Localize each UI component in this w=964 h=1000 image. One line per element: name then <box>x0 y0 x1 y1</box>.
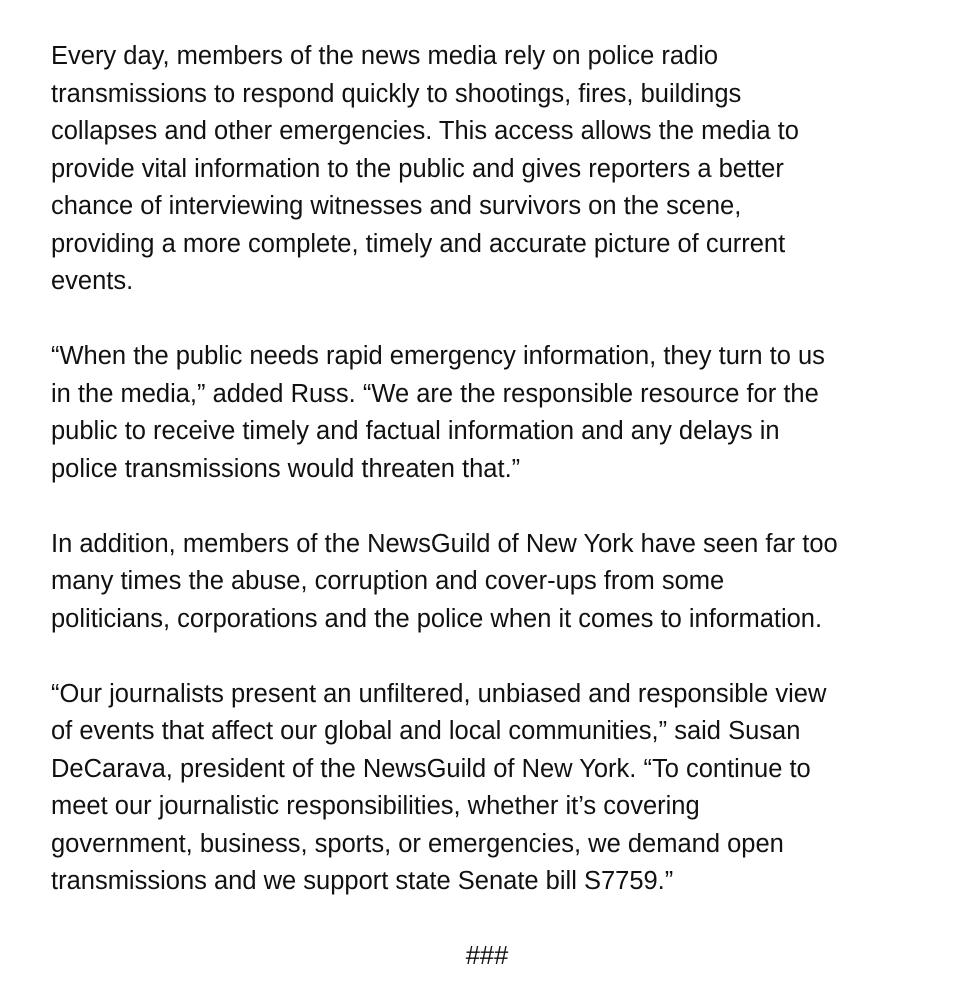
paragraph-decarava-quote <box>51 676 941 901</box>
text-line: politicians, corporations and the police when it comes to information. <box>51 604 823 633</box>
text-line: of events that affect our global and local communities,” said Susan <box>51 717 801 745</box>
paragraph-russ-quote <box>51 338 941 488</box>
text-line: providing a more complete, timely and accurate picture of current <box>51 229 786 258</box>
text-line: provide vital information to the public and gives reporters a better <box>51 154 784 183</box>
text-line: “When the public needs rapid emergency information, they turn to us <box>51 342 825 370</box>
text-line: public to receive timely and factual information and any delays in <box>51 417 780 445</box>
text-line: transmissions to respond quickly to shootings, fires, buildings <box>51 79 742 108</box>
text-line: police transmissions would threaten that.” <box>51 454 521 483</box>
press-release-body <box>51 38 941 976</box>
text-line: “Our journalists present an unfiltered, unbiased and responsible view <box>51 679 827 708</box>
text-line: government, business, sports, or emergencies, we demand open <box>51 829 784 858</box>
text-line: collapses and other emergencies. This access allows the media to <box>51 117 799 145</box>
text-line: meet our journalistic responsibilities, whether it’s covering <box>51 792 700 820</box>
text-line: transmissions and we support state Senate bill S7759.” <box>51 867 674 895</box>
text-line: Every day, members of the news media rely on police radio <box>51 42 719 70</box>
text-line: DeCarava, president of the NewsGuild of New York. “To continue to <box>51 754 811 783</box>
text-line: in the media,” added Russ. “We are the responsible resource for the <box>51 379 819 408</box>
text-line: In addition, members of the NewsGuild of New York have seen far too <box>51 529 838 558</box>
text-line: events. <box>51 267 134 295</box>
paragraph-media-access <box>51 38 941 301</box>
paragraph-newsguild-members <box>51 526 941 639</box>
end-of-release-mark: ### <box>465 942 509 970</box>
text-line: chance of interviewing witnesses and survivors on the scene, <box>51 192 742 220</box>
text-line: many times the abuse, corruption and cover-ups from some <box>51 567 725 595</box>
